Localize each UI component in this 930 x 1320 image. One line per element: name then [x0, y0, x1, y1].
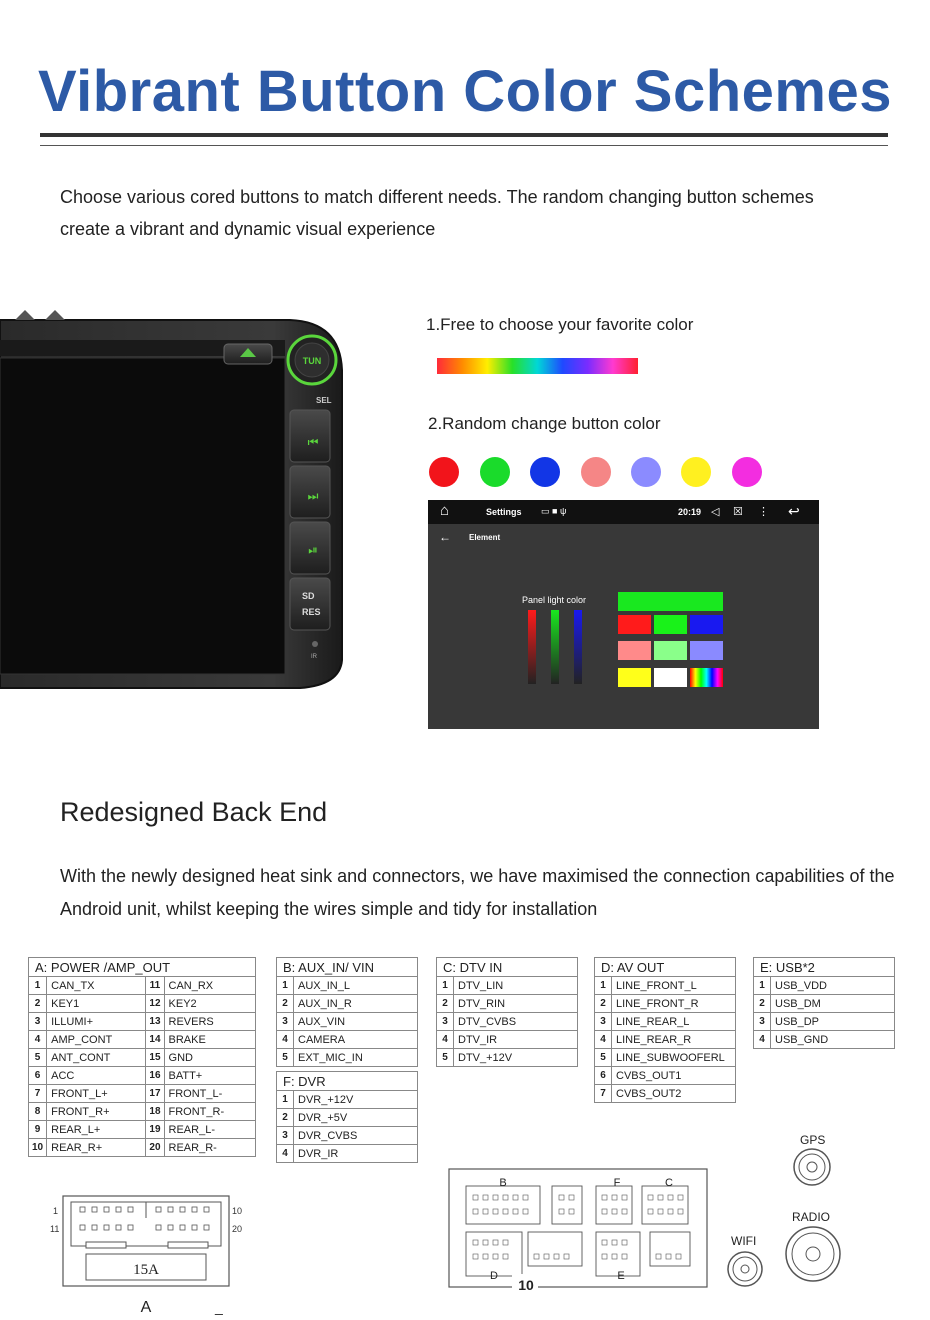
table-row	[29, 1085, 256, 1103]
settings-title: Settings	[486, 507, 522, 517]
pin-signal: LINE_FRONT_L	[612, 977, 736, 995]
pin-number: 2	[277, 1109, 294, 1127]
pin-number: 7	[29, 1085, 47, 1103]
table-row	[437, 1049, 578, 1067]
pin-signal: DTV_CVBS	[454, 1013, 578, 1031]
prev-icon: ⏮	[307, 435, 319, 449]
table-row	[595, 1031, 736, 1049]
pin-number: 20	[146, 1139, 164, 1157]
radio-antenna-icon	[784, 1225, 842, 1283]
feature-random-color: 2.Random change button color	[428, 414, 661, 433]
feature-free-color: 1.Free to choose your favorite color	[426, 315, 694, 334]
table-row	[595, 1085, 736, 1103]
status-bar	[428, 500, 819, 524]
home-icon[interactable]: ⌂	[440, 502, 450, 519]
table-row	[595, 1013, 736, 1031]
wifi-connector-icon	[726, 1250, 764, 1288]
pin-signal: CAN_RX	[164, 977, 255, 995]
wifi-label: WIFI	[731, 1234, 757, 1248]
table-row	[437, 977, 578, 995]
red-slider[interactable]	[528, 610, 536, 684]
pin-20-label: 20	[232, 1224, 243, 1234]
port-c-label: C	[665, 1177, 673, 1189]
pin-signal: FRONT_L+	[47, 1085, 146, 1103]
menu-icon[interactable]: ⋮	[758, 506, 769, 518]
table-row	[29, 1067, 256, 1085]
table-row	[595, 1049, 736, 1067]
pin-count-label: 10	[518, 1277, 534, 1292]
color-dot-lavender	[631, 457, 661, 487]
port-e-label: E	[617, 1270, 625, 1282]
table-row	[277, 977, 418, 995]
gps-label: GPS	[800, 1133, 826, 1147]
connector-a-label: A	[140, 1299, 152, 1316]
pin-number: 16	[146, 1067, 164, 1085]
table-row	[595, 995, 736, 1013]
section-text: With the newly designed heat sink and connectors, we have maximised the connection capabilities of the Android unit, whilst keeping the wires simple and tidy for installation	[60, 866, 895, 919]
pin-signal: FRONT_L-	[164, 1085, 255, 1103]
res-label: RES	[302, 607, 321, 617]
pin-signal: DVR_+12V	[294, 1091, 418, 1109]
pin-number: 8	[29, 1103, 47, 1121]
table-row	[29, 1013, 256, 1031]
table-row	[29, 1031, 256, 1049]
table-row	[754, 1013, 895, 1031]
table-row	[754, 977, 895, 995]
pin-number: 2	[437, 995, 454, 1013]
pinout-table-d	[594, 957, 736, 1103]
pin-signal: FRONT_R-	[164, 1103, 255, 1121]
table-row	[29, 1121, 256, 1139]
sel-label: SEL	[316, 396, 332, 405]
port-f-label: F	[613, 1177, 621, 1189]
pinout-table-a	[28, 957, 256, 1157]
pin-number: 17	[146, 1085, 164, 1103]
section-title: Redesigned Back End	[60, 797, 328, 827]
pin-number: 1	[277, 1091, 294, 1109]
pin-signal: DTV_LIN	[454, 977, 578, 995]
table-row	[29, 995, 256, 1013]
underscore-mark: _	[215, 1299, 223, 1315]
swatch-green[interactable]	[654, 615, 687, 634]
swatch-pink[interactable]	[618, 641, 651, 660]
play-pause-icon: ⏯	[308, 543, 318, 557]
fuse-label: 15A	[133, 1262, 159, 1278]
pin-signal: USB_VDD	[771, 977, 895, 995]
pin-signal: CVBS_OUT2	[612, 1085, 736, 1103]
tun-label: TUN	[302, 356, 322, 366]
pin-signal: REAR_L+	[47, 1121, 146, 1139]
clock: 20:19	[678, 507, 702, 517]
pin-number: 5	[29, 1049, 47, 1067]
wide-color-swatch[interactable]	[618, 592, 723, 611]
pin-signal: CAMERA	[294, 1031, 418, 1049]
pin-number: 2	[754, 995, 771, 1013]
table-row	[754, 995, 895, 1013]
pin-signal: ACC	[47, 1067, 146, 1085]
table-d-title: D: AV OUT	[595, 958, 736, 977]
pin-number: 1	[277, 977, 294, 995]
pin-number: 2	[277, 995, 294, 1013]
pin-signal: BATT+	[164, 1067, 255, 1085]
pin-signal: EXT_MIC_IN	[294, 1049, 418, 1067]
table-row	[437, 1013, 578, 1031]
table-row	[595, 977, 736, 995]
pin-signal: REAR_L-	[164, 1121, 255, 1139]
pinout-table-f	[276, 1071, 418, 1163]
pin-number: 3	[29, 1013, 47, 1031]
pin-number: 7	[595, 1085, 612, 1103]
color-dot-blue	[530, 457, 560, 487]
title-rule-thick	[40, 133, 888, 137]
swatch-lavender[interactable]	[690, 641, 723, 660]
pin-number: 6	[595, 1067, 612, 1085]
pin-number: 13	[146, 1013, 164, 1031]
multi-connector-diagram	[448, 1166, 710, 1292]
page-title: Vibrant Button Color Schemes	[37, 59, 893, 124]
swatch-light-green[interactable]	[654, 641, 687, 660]
swatch-yellow[interactable]	[618, 668, 651, 687]
pin-number: 14	[146, 1031, 164, 1049]
connector-a-diagram	[40, 1190, 260, 1320]
pin-number: 3	[595, 1013, 612, 1031]
pinout-table-b	[276, 957, 418, 1067]
swatch-blue[interactable]	[690, 615, 723, 634]
pin-number: 1	[754, 977, 771, 995]
gps-connector-icon	[792, 1147, 832, 1187]
pin-number: 1	[29, 977, 47, 995]
pin-signal: KEY2	[164, 995, 255, 1013]
rainbow-color-bar	[437, 358, 638, 374]
table-row	[277, 1145, 418, 1163]
table-f-title: F: DVR	[277, 1072, 418, 1091]
radio-head-unit-image	[0, 300, 350, 700]
pin-number: 2	[595, 995, 612, 1013]
pin-signal: USB_DM	[771, 995, 895, 1013]
swatch-red[interactable]	[618, 615, 651, 634]
pin-signal: DTV_RIN	[454, 995, 578, 1013]
pin-number: 4	[437, 1031, 454, 1049]
pin-number: 15	[146, 1049, 164, 1067]
port-b-label: B	[499, 1177, 507, 1189]
pin-number: 9	[29, 1121, 47, 1139]
pin-number: 18	[146, 1103, 164, 1121]
table-row	[754, 1031, 895, 1049]
table-b-title: B: AUX_IN/ VIN	[277, 958, 418, 977]
page-label: Element	[469, 533, 501, 542]
pin-signal: FRONT_R+	[47, 1103, 146, 1121]
pin-signal: LINE_REAR_L	[612, 1013, 736, 1031]
port-d-label: D	[490, 1270, 498, 1282]
swatch-rainbow[interactable]	[690, 668, 723, 687]
pin-signal: USB_DP	[771, 1013, 895, 1031]
title-rule-thin	[40, 145, 888, 146]
radio-label: RADIO	[792, 1210, 831, 1224]
pin-signal: LINE_FRONT_R	[612, 995, 736, 1013]
color-dot-pink	[581, 457, 611, 487]
table-a-title: A: POWER /AMP_OUT	[29, 958, 256, 977]
blue-slider[interactable]	[574, 610, 582, 684]
table-e-title: E: USB*2	[754, 958, 895, 977]
pin-number: 10	[29, 1139, 47, 1157]
pin-signal: LINE_SUBWOOFERL	[612, 1049, 736, 1067]
green-slider[interactable]	[551, 610, 559, 684]
pin-signal: LINE_REAR_R	[612, 1031, 736, 1049]
pin-number: 5	[277, 1049, 294, 1067]
pin-signal: DVR_CVBS	[294, 1127, 418, 1145]
next-icon: ⏭	[307, 489, 319, 503]
pin-signal: DTV_+12V	[454, 1049, 578, 1067]
table-row	[29, 1049, 256, 1067]
intro-text: Choose various cored buttons to match different needs. The random changing button schemes create a vibrant and dynamic visual experience	[60, 187, 814, 239]
panel-light-label: Panel light color	[522, 595, 587, 605]
pin-number: 6	[29, 1067, 47, 1085]
pin-number: 3	[277, 1013, 294, 1031]
table-row	[277, 1049, 418, 1067]
sd-label: SD	[302, 591, 315, 601]
table-row	[277, 1127, 418, 1145]
table-row	[29, 1139, 256, 1157]
ir-label: IR	[311, 654, 317, 660]
pin-signal: CAN_TX	[47, 977, 146, 995]
table-row	[277, 1109, 418, 1127]
pin-number: 19	[146, 1121, 164, 1139]
pin-signal: GND	[164, 1049, 255, 1067]
pin-number: 5	[595, 1049, 612, 1067]
table-row	[29, 977, 256, 995]
table-row	[29, 1103, 256, 1121]
color-dot-magenta	[732, 457, 762, 487]
pin-signal: DVR_IR	[294, 1145, 418, 1163]
pin-signal: AUX_IN_R	[294, 995, 418, 1013]
back-arrow-icon[interactable]: ←	[439, 530, 451, 544]
close-box-icon[interactable]: ☒	[733, 506, 743, 518]
table-row	[277, 995, 418, 1013]
pin-number: 3	[437, 1013, 454, 1031]
pin-signal: AUX_IN_L	[294, 977, 418, 995]
table-c-title: C: DTV IN	[437, 958, 578, 977]
pin-signal: DVR_+5V	[294, 1109, 418, 1127]
pin-signal: ANT_CONT	[47, 1049, 146, 1067]
pinout-table-c	[436, 957, 578, 1067]
status-icons: ▭ ■ ψ	[541, 506, 567, 516]
pin-number: 1	[437, 977, 454, 995]
pin-signal: KEY1	[47, 995, 146, 1013]
pin-number: 3	[754, 1013, 771, 1031]
pin-1-label: 1	[53, 1206, 59, 1216]
color-dot-yellow	[681, 457, 711, 487]
pin-signal: REVERS	[164, 1013, 255, 1031]
volume-icon[interactable]: ◁	[711, 506, 720, 518]
back-icon[interactable]: ↩	[788, 503, 800, 519]
pin-signal: DTV_IR	[454, 1031, 578, 1049]
pin-signal: USB_GND	[771, 1031, 895, 1049]
swatch-white[interactable]	[654, 668, 687, 687]
pin-11-label: 11	[50, 1224, 60, 1234]
pin-signal: BRAKE	[164, 1031, 255, 1049]
pin-number: 4	[277, 1031, 294, 1049]
pin-signal: ILLUMI+	[47, 1013, 146, 1031]
pinout-table-e	[753, 957, 895, 1049]
pin-number: 4	[754, 1031, 771, 1049]
table-row	[437, 995, 578, 1013]
pin-number: 4	[595, 1031, 612, 1049]
pin-number: 5	[437, 1049, 454, 1067]
pin-number: 12	[146, 995, 164, 1013]
table-row	[595, 1067, 736, 1085]
table-row	[277, 1091, 418, 1109]
pin-10-label: 10	[232, 1206, 243, 1216]
color-dot-red	[429, 457, 459, 487]
pin-number: 3	[277, 1127, 294, 1145]
table-row	[277, 1013, 418, 1031]
table-row	[277, 1031, 418, 1049]
pin-number: 11	[146, 977, 164, 995]
table-row	[437, 1031, 578, 1049]
settings-screen-image	[428, 500, 819, 729]
pin-signal: REAR_R+	[47, 1139, 146, 1157]
color-dot-green	[480, 457, 510, 487]
pin-signal: AUX_VIN	[294, 1013, 418, 1031]
pin-signal: REAR_R-	[164, 1139, 255, 1157]
pin-signal: CVBS_OUT1	[612, 1067, 736, 1085]
pin-signal: AMP_CONT	[47, 1031, 146, 1049]
pin-number: 2	[29, 995, 47, 1013]
pin-number: 4	[277, 1145, 294, 1163]
pin-number: 1	[595, 977, 612, 995]
pin-number: 4	[29, 1031, 47, 1049]
